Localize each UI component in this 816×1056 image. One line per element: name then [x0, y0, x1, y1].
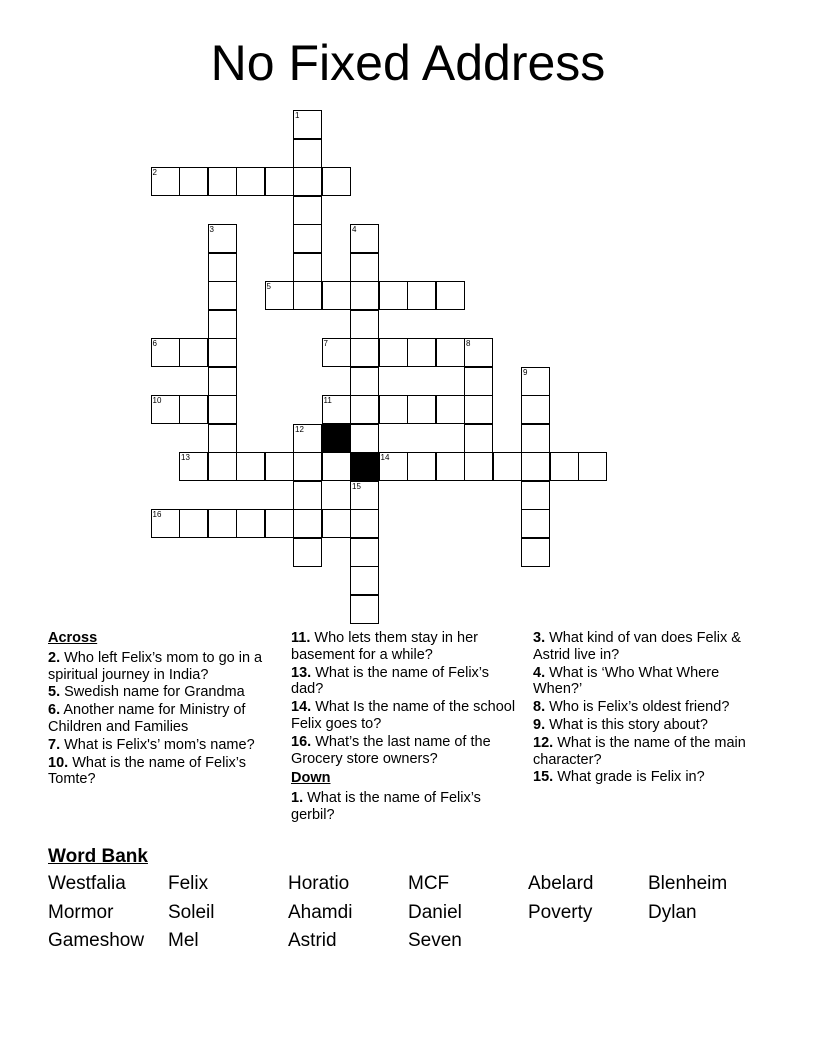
grid-cell[interactable] [350, 253, 379, 282]
grid-cell[interactable] [464, 338, 493, 367]
grid-cell[interactable] [350, 281, 379, 310]
grid-cell[interactable] [379, 281, 408, 310]
cell-number: 8 [466, 339, 471, 348]
grid-cell[interactable] [151, 338, 180, 367]
clue-down-1 [291, 790, 516, 824]
grid-cell[interactable] [293, 196, 322, 225]
word-bank-item: Mel [168, 930, 199, 952]
grid-cell[interactable] [407, 281, 436, 310]
grid-cell[interactable] [407, 395, 436, 424]
grid-cell[interactable] [179, 338, 208, 367]
word-bank-item: Horatio [288, 873, 350, 894]
word-bank-item: Soleil [168, 901, 215, 923]
grid-cell[interactable] [436, 338, 465, 367]
clue-across-6 [48, 702, 278, 736]
grid-cell[interactable] [208, 224, 237, 253]
grid-cell[interactable] [293, 253, 322, 282]
grid-cell[interactable] [322, 395, 351, 424]
cell-number: 7 [323, 339, 328, 348]
grid-cell[interactable] [407, 452, 436, 481]
grid-cell[interactable] [179, 509, 208, 538]
clue-across-5 [48, 684, 278, 701]
grid-cell[interactable] [521, 424, 550, 453]
clue-number: 9. [533, 716, 546, 733]
clues-column-3 [533, 630, 758, 786]
cell-number: 2 [152, 168, 157, 177]
grid-cell[interactable] [464, 395, 493, 424]
grid-cell[interactable] [464, 367, 493, 396]
clue-number: 10. [48, 754, 69, 771]
cell-number: 9 [523, 367, 528, 377]
word-bank-item: Astrid [288, 930, 337, 952]
grid-cell[interactable] [521, 538, 550, 567]
grid-cell[interactable] [208, 253, 237, 282]
word-bank-item: Felix [168, 873, 209, 894]
grid-cell[interactable] [350, 338, 379, 367]
clue-number: 11. [291, 630, 311, 646]
grid-cell[interactable] [151, 509, 180, 538]
cell-number: 11 [323, 396, 332, 405]
grid-cell[interactable] [350, 509, 379, 538]
clue-text: What Is the name of the school Felix goes to? [291, 699, 516, 732]
clue-across-13 [291, 665, 516, 699]
grid-cell[interactable] [521, 452, 550, 481]
clue-text: What is this story about? [549, 716, 708, 733]
clue-number: 3. [533, 630, 546, 646]
grid-cell[interactable] [322, 452, 351, 481]
word-bank-item: Daniel [408, 901, 462, 923]
word-bank-item: Abelard [528, 873, 594, 894]
clue-down-15 [533, 769, 758, 786]
grid-cell[interactable] [350, 367, 379, 396]
grid-cell[interactable] [179, 167, 208, 196]
clue-across-7 [48, 737, 278, 754]
grid-cell[interactable] [179, 395, 208, 424]
grid-cell[interactable] [350, 395, 379, 424]
grid-cell[interactable] [293, 538, 322, 567]
grid-cell[interactable] [265, 452, 294, 481]
cell-number: 15 [352, 481, 361, 491]
clue-number: 2. [48, 649, 61, 666]
clues-column-2 [291, 630, 516, 824]
word-bank [48, 873, 768, 959]
clue-number: 1. [291, 790, 304, 807]
grid-cell[interactable] [350, 595, 379, 624]
grid-cell[interactable] [293, 224, 322, 253]
grid-cell[interactable] [350, 424, 379, 453]
cell-number: 14 [380, 453, 390, 462]
word-bank-item: Dylan [648, 901, 697, 923]
grid-cell[interactable] [407, 338, 436, 367]
clue-text: Who is Felix’s oldest friend? [549, 699, 730, 716]
grid-cell[interactable] [521, 481, 550, 510]
grid-cell[interactable] [350, 310, 379, 339]
clue-down-3 [533, 630, 758, 664]
grid-cell[interactable] [322, 167, 351, 196]
grid-cell[interactable] [265, 509, 294, 538]
clue-number: 16. [291, 733, 312, 750]
clue-down-9 [533, 717, 758, 734]
grid-cell[interactable] [208, 310, 237, 339]
across-heading: Across [48, 630, 98, 646]
grid-block [350, 452, 379, 481]
grid-cell[interactable] [521, 367, 550, 396]
grid-cell[interactable] [350, 566, 379, 595]
clue-text: What is Felix's’ mom’s name? [64, 736, 255, 753]
clue-number: 12. [533, 734, 554, 751]
grid-cell[interactable] [578, 452, 607, 481]
grid-cell[interactable] [350, 481, 379, 510]
word-bank-item: Mormor [48, 901, 114, 923]
cell-number: 16 [152, 510, 162, 519]
word-bank-item: MCF [408, 873, 450, 894]
word-bank-item: Seven [408, 930, 462, 952]
clue-number: 6. [48, 702, 61, 719]
clue-text: What’s the last name of the Grocery store owners? [291, 733, 491, 767]
clue-text: What is the name of Felix’s Tomte? [48, 754, 247, 788]
grid-cell[interactable] [550, 452, 579, 481]
grid-cell[interactable] [293, 110, 322, 139]
cell-number: 6 [152, 339, 157, 348]
grid-cell[interactable] [350, 224, 379, 253]
grid-cell[interactable] [179, 452, 208, 481]
cell-number: 13 [181, 453, 190, 462]
grid-cell[interactable] [436, 395, 465, 424]
cell-number: 12 [295, 424, 304, 434]
clue-across-16 [291, 734, 516, 768]
clue-text: What is the name of the main character? [533, 734, 746, 768]
clue-text: What kind of van does Felix & Astrid live in? [533, 630, 741, 663]
word-bank-item: Westfalia [48, 873, 126, 894]
clues-column-1 [48, 630, 278, 788]
cell-number: 4 [352, 225, 357, 234]
puzzle-title: No Fixed Address [210, 35, 606, 91]
grid-cell[interactable] [151, 395, 180, 424]
grid-cell[interactable] [208, 367, 237, 396]
word-bank-item: Poverty [528, 901, 593, 923]
clue-number: 4. [533, 664, 546, 681]
grid-cell[interactable] [379, 338, 408, 367]
grid-cell[interactable] [293, 509, 322, 538]
grid-cell[interactable] [236, 509, 265, 538]
grid-cell[interactable] [436, 281, 465, 310]
clue-across-11 [291, 630, 516, 664]
clue-number: 7. [48, 736, 61, 753]
grid-cell[interactable] [521, 509, 550, 538]
word-bank-title: Word Bank [48, 846, 148, 867]
grid-cell[interactable] [322, 509, 351, 538]
grid-cell[interactable] [322, 281, 351, 310]
clue-down-12 [533, 735, 758, 769]
grid-cell[interactable] [265, 167, 294, 196]
grid-cell[interactable] [436, 452, 465, 481]
grid-cell[interactable] [236, 167, 265, 196]
clue-across-14 [291, 699, 516, 733]
clue-number: 5. [48, 684, 61, 701]
grid-cell[interactable] [151, 167, 180, 196]
clue-number: 13. [291, 664, 312, 681]
grid-cell[interactable] [293, 481, 322, 510]
grid-cell[interactable] [293, 167, 322, 196]
grid-cell[interactable] [208, 281, 237, 310]
clue-text: Another name for Ministry of Children and Families [48, 702, 246, 735]
cell-number: 10 [152, 396, 162, 405]
clue-text: What is the name of Felix’s gerbil? [291, 790, 481, 823]
word-bank-item: Gameshow [48, 930, 145, 952]
cell-number: 5 [266, 282, 271, 291]
clue-text: What is ‘Who What Where When?’ [533, 664, 720, 698]
grid-cell[interactable] [521, 395, 550, 424]
grid-cell[interactable] [208, 395, 237, 424]
clue-number: 15. [533, 769, 554, 786]
clue-number: 14. [291, 699, 312, 716]
clue-across-10 [48, 755, 278, 789]
grid-block [322, 424, 351, 453]
grid-cell[interactable] [464, 452, 493, 481]
grid-cell[interactable] [293, 281, 322, 310]
clue-down-4 [533, 665, 758, 699]
grid-cell[interactable] [208, 167, 237, 196]
grid-cell[interactable] [208, 452, 237, 481]
down-heading: Down [291, 770, 331, 787]
grid-cell[interactable] [208, 509, 237, 538]
grid-cell[interactable] [350, 538, 379, 567]
clue-text: What is the name of Felix’s dad? [291, 664, 490, 698]
clue-number: 8. [533, 699, 546, 716]
grid-cell[interactable] [379, 452, 408, 481]
grid-cell[interactable] [493, 452, 522, 481]
cell-number: 1 [295, 111, 300, 120]
cell-number: 3 [209, 225, 214, 234]
grid-cell[interactable] [293, 424, 322, 453]
grid-cell[interactable] [236, 452, 265, 481]
grid-cell[interactable] [208, 338, 237, 367]
grid-cell[interactable] [293, 452, 322, 481]
clue-text: Who lets them stay in her basement for a while? [291, 630, 478, 663]
clue-across-2 [48, 650, 278, 684]
clue-down-8 [533, 699, 758, 716]
word-bank-item: Ahamdi [288, 901, 353, 923]
grid-cell[interactable] [293, 139, 322, 168]
grid-cell[interactable] [208, 424, 237, 453]
clue-text: Who left Felix’s mom to go in a spiritual journey in India? [48, 649, 263, 683]
clue-text: Swedish name for Grandma [64, 684, 245, 701]
grid-cell[interactable] [464, 424, 493, 453]
grid-cell[interactable] [379, 395, 408, 424]
clue-text: What grade is Felix in? [557, 769, 705, 786]
grid-cell[interactable] [265, 281, 294, 310]
grid-cell[interactable] [322, 338, 351, 367]
word-bank-item: Blenheim [648, 873, 728, 894]
